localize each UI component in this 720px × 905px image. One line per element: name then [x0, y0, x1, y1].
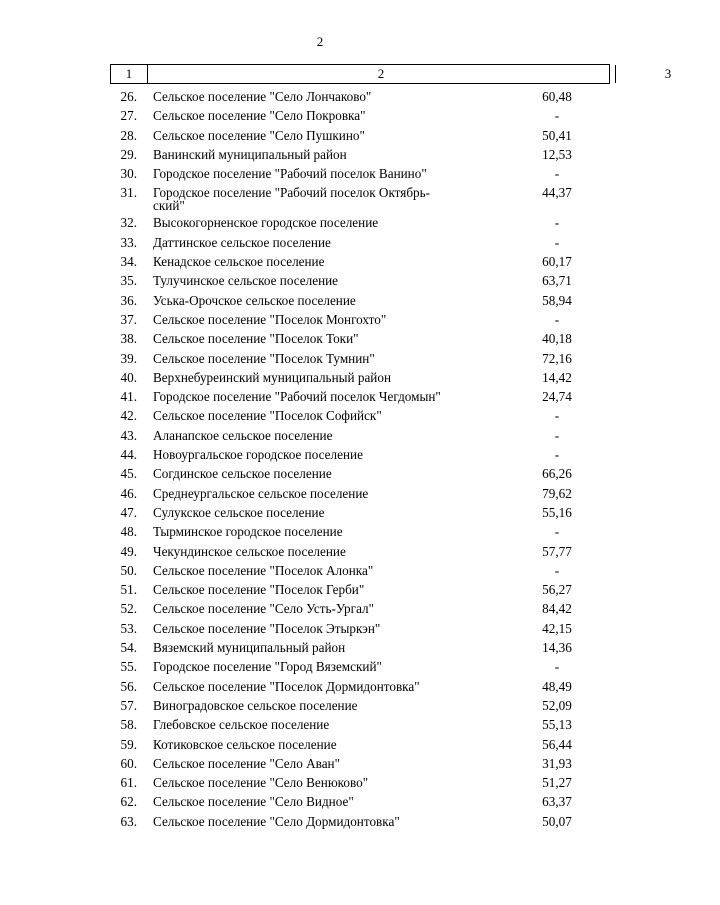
settlement-name: Новоургальское городское поселение [153, 447, 363, 463]
settlement-name: Тырминское городское поселение [153, 524, 343, 540]
table-row [0, 349, 640, 368]
table-row [0, 164, 640, 183]
row-value: 31,93 [542, 755, 572, 771]
row-number: 36. [120, 292, 137, 308]
settlement-name: Кенадское сельское поселение [153, 254, 325, 270]
row-value: 50,41 [542, 127, 572, 143]
table-row [0, 677, 640, 696]
row-value: 14,36 [542, 640, 572, 656]
row-number: 27. [120, 108, 137, 124]
row-number: 43. [120, 427, 137, 443]
row-value: 63,37 [542, 794, 572, 810]
table-row [0, 406, 640, 425]
row-value: 60,48 [542, 89, 572, 104]
row-number: 46. [120, 485, 137, 501]
row-number: 55. [120, 659, 137, 675]
table-row [0, 145, 640, 164]
row-number: 61. [120, 775, 137, 791]
settlement-name: Сельское поселение "Поселок Токи" [153, 331, 359, 347]
settlement-name: Чекундинское сельское поселение [153, 543, 346, 559]
row-value: 55,13 [542, 717, 572, 733]
row-number: 35. [120, 273, 137, 289]
table-row [0, 599, 640, 618]
settlement-name: Вяземский муниципальный район [153, 640, 346, 656]
row-number: 33. [120, 234, 137, 250]
column-number-1: 1 [111, 65, 148, 83]
settlement-name: Высокогорненское городское поселение [153, 215, 379, 231]
row-number: 48. [120, 524, 137, 540]
table-row [0, 773, 640, 792]
row-value: 12,53 [542, 146, 572, 162]
settlement-name: Глебовское сельское поселение [153, 717, 330, 733]
settlement-name: Среднеургальское сельское поселение [153, 485, 369, 501]
settlement-name: Даттинское сельское поселение [153, 234, 331, 250]
column-number-2: 2 [147, 65, 616, 83]
settlement-name: Сельское поселение "Село Покровка" [153, 108, 366, 124]
settlement-name: Городское поселение "Рабочий поселок Ванино" [153, 166, 427, 182]
settlement-name: Городское поселение "Рабочий поселок Чегдомын" [153, 389, 441, 405]
settlement-name: Сельское поселение "Село Видное" [153, 794, 354, 810]
table-row [0, 792, 640, 811]
row-value: - [554, 659, 560, 675]
row-value: 55,16 [542, 504, 572, 520]
row-number: 59. [120, 736, 137, 752]
row-number: 50. [120, 562, 137, 578]
table-row [0, 233, 640, 252]
page-number: 2 [316, 34, 324, 49]
row-number: 34. [120, 254, 137, 270]
table-row [0, 522, 640, 541]
row-number: 26. [120, 89, 137, 104]
table-row [0, 657, 640, 676]
settlement-name: Сельское поселение "Село Венюково" [153, 775, 369, 791]
table-row [0, 638, 640, 657]
table-row [0, 368, 640, 387]
row-value: - [554, 215, 560, 231]
row-value: - [554, 524, 560, 540]
row-value: 72,16 [542, 350, 572, 366]
settlement-name: Тулучинское сельское поселение [153, 273, 339, 289]
settlement-name: Согдинское сельское поселение [153, 466, 332, 482]
settlement-name: Городское поселение "Город Вяземский" [153, 659, 382, 675]
settlement-name: Сельское поселение "Поселок Тумнин" [153, 350, 375, 366]
table-row [0, 87, 640, 106]
row-number: 58. [120, 717, 137, 733]
row-value: - [554, 166, 560, 182]
row-value: 60,17 [542, 254, 572, 270]
row-number: 28. [120, 127, 137, 143]
row-number: 52. [120, 601, 137, 617]
row-number: 49. [120, 543, 137, 559]
row-value: 50,07 [542, 813, 572, 829]
table-row [0, 310, 640, 329]
row-number: 44. [120, 447, 137, 463]
row-number: 53. [120, 620, 137, 636]
settlement-name: Сельское поселение "Поселок Герби" [153, 582, 365, 598]
settlement-name: Ванинский муниципальный район [153, 146, 347, 162]
table-row [0, 291, 640, 310]
table-row [0, 503, 640, 522]
row-value: 57,77 [542, 543, 572, 559]
row-number: 62. [120, 794, 137, 810]
row-value: 48,49 [542, 678, 572, 694]
row-value: 40,18 [542, 331, 572, 347]
row-value: 63,71 [542, 273, 572, 289]
row-number: 38. [120, 331, 137, 347]
settlement-name: Сулукское сельское поселение [153, 504, 325, 520]
row-number: 31. [120, 185, 137, 201]
table-row [0, 464, 640, 483]
table-row [0, 542, 640, 561]
row-value: 51,27 [542, 775, 572, 791]
row-number: 51. [120, 582, 137, 598]
row-number: 57. [120, 697, 137, 713]
table-row [0, 426, 640, 445]
settlement-name: Виноградовское сельское поселение [153, 697, 358, 713]
row-value: 58,94 [542, 292, 572, 308]
settlement-name: Сельское поселение "Поселок Алонка" [153, 562, 374, 578]
settlement-name: Сельское поселение "Поселок Монгохто" [153, 311, 387, 327]
row-value: 42,15 [542, 620, 572, 636]
row-number: 56. [120, 678, 137, 694]
settlement-name: Сельское поселение "Поселок Этыркэн" [153, 620, 381, 636]
table-body [0, 87, 640, 831]
table-row [0, 715, 640, 734]
settlement-name: Верхнебуреинский муниципальный район [153, 369, 391, 385]
table-row [0, 271, 640, 290]
row-value: 66,26 [542, 466, 572, 482]
row-value: 56,44 [542, 736, 572, 752]
row-value: 14,42 [542, 369, 572, 385]
table-row [0, 580, 640, 599]
row-number: 42. [120, 408, 137, 424]
row-number: 39. [120, 350, 137, 366]
column-number-3: 3 [664, 66, 672, 81]
row-number: 41. [120, 389, 137, 405]
table-row [0, 252, 640, 271]
row-number: 29. [120, 146, 137, 162]
settlement-name: Сельское поселение "Село Дормидонтовка" [153, 813, 400, 829]
table-row [0, 619, 640, 638]
row-value: - [554, 311, 560, 327]
row-value: - [554, 427, 560, 443]
table-row [0, 445, 640, 464]
row-value: 56,27 [542, 582, 572, 598]
table-row [0, 387, 640, 406]
row-number: 40. [120, 369, 137, 385]
row-number: 32. [120, 215, 137, 231]
row-number: 54. [120, 640, 137, 656]
table-row [0, 329, 640, 348]
table-row [0, 484, 640, 503]
table-row [0, 126, 640, 145]
table-row [0, 213, 640, 232]
row-value: 84,42 [542, 601, 572, 617]
table-column-header [110, 64, 672, 84]
settlement-name: Сельское поселение "Село Аван" [153, 755, 340, 771]
table-row [0, 735, 640, 754]
row-value: - [554, 447, 560, 463]
row-number: 60. [120, 755, 137, 771]
table-row [0, 561, 640, 580]
row-value: - [554, 234, 560, 250]
row-value: - [554, 108, 560, 124]
settlement-name: Городское поселение "Рабочий поселок Октябрь- ский" [153, 185, 431, 214]
settlement-name: Котиковское сельское поселение [153, 736, 337, 752]
row-number: 37. [120, 311, 137, 327]
table-row [0, 812, 640, 831]
row-number: 63. [120, 813, 137, 829]
settlement-name: Сельское поселение "Поселок Дормидонтовка" [153, 678, 420, 694]
settlement-name: Уська-Орочское сельское поселение [153, 292, 356, 308]
row-number: 30. [120, 166, 137, 182]
row-value: 24,74 [542, 389, 572, 405]
table-row [0, 696, 640, 715]
table-row [0, 106, 640, 125]
settlement-name: Сельское поселение "Село Усть-Ургал" [153, 601, 374, 617]
row-value: 79,62 [542, 485, 572, 501]
table-row [0, 183, 640, 213]
settlement-name: Сельское поселение "Село Пушкино" [153, 127, 365, 143]
settlement-name: Сельское поселение "Село Лончаково" [153, 89, 372, 104]
row-value: - [554, 562, 560, 578]
row-value: 44,37 [542, 185, 572, 201]
settlement-name: Сельское поселение "Поселок Софийск" [153, 408, 382, 424]
table-row [0, 754, 640, 773]
row-number: 47. [120, 504, 137, 520]
row-value: 52,09 [542, 697, 572, 713]
settlement-name: Аланапское сельское поселение [153, 427, 333, 443]
row-number: 45. [120, 466, 137, 482]
row-value: - [554, 408, 560, 424]
